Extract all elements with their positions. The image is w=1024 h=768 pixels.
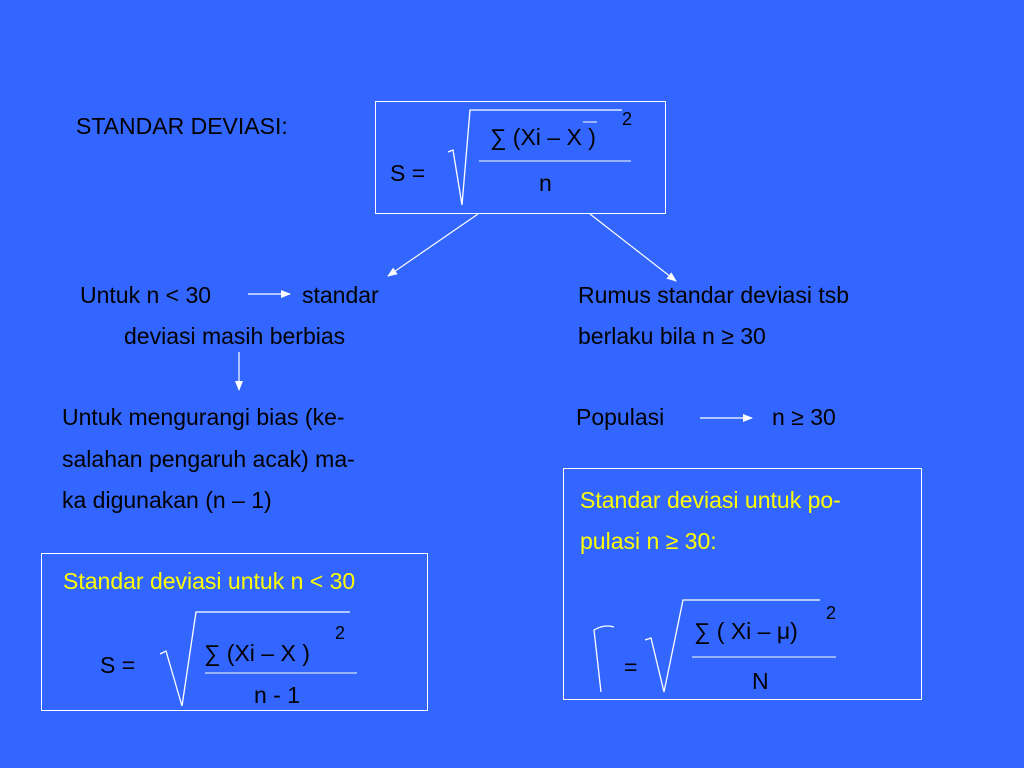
main-radical-sign bbox=[448, 110, 622, 205]
left-line2: deviasi masih berbias bbox=[124, 323, 346, 349]
sample-formula-numerator: ∑ (Xi – X ) bbox=[204, 640, 310, 666]
population-sigma-sign bbox=[594, 626, 614, 692]
sample-formula-exponent: 2 bbox=[335, 623, 346, 643]
population-radical-sign bbox=[645, 600, 820, 692]
main-formula-numerator: ∑ (Xi – X ) bbox=[490, 124, 596, 150]
main-formula-exponent: 2 bbox=[622, 109, 633, 129]
population-label: Populasi bbox=[576, 404, 665, 430]
population-box-title-2: pulasi n ≥ 30: bbox=[580, 528, 717, 554]
slide-title: STANDAR DEVIASI: bbox=[76, 113, 288, 139]
population-formula-numerator: ∑ ( Xi – μ) bbox=[694, 618, 798, 644]
arrow-to-right-branch bbox=[590, 214, 676, 281]
right-line1: Rumus standar deviasi tsb bbox=[578, 282, 850, 308]
left-line1-a: Untuk n < 30 bbox=[80, 282, 212, 308]
left-para-line2: salahan pengaruh acak) ma- bbox=[62, 446, 355, 472]
left-para-line3: ka digunakan (n – 1) bbox=[62, 487, 272, 513]
sample-formula-lhs: S = bbox=[100, 652, 136, 678]
population-formula-denominator: N bbox=[752, 668, 769, 694]
sample-radical-sign bbox=[160, 612, 350, 706]
main-formula-lhs: S = bbox=[390, 160, 426, 186]
population-formula-exponent: 2 bbox=[826, 603, 837, 623]
population-box-title-1: Standar deviasi untuk po- bbox=[580, 487, 841, 513]
right-line2: berlaku bila n ≥ 30 bbox=[578, 323, 766, 349]
sample-box-title: Standar deviasi untuk n < 30 bbox=[63, 568, 356, 594]
main-formula-denominator: n bbox=[539, 170, 552, 196]
left-para-line1: Untuk mengurangi bias (ke- bbox=[62, 404, 345, 430]
population-condition: n ≥ 30 bbox=[772, 404, 836, 430]
left-line1-b: standar bbox=[302, 282, 379, 308]
arrow-to-left-branch bbox=[388, 214, 478, 276]
population-formula-lhs: = bbox=[624, 654, 638, 680]
sample-formula-denominator: n - 1 bbox=[254, 682, 301, 708]
